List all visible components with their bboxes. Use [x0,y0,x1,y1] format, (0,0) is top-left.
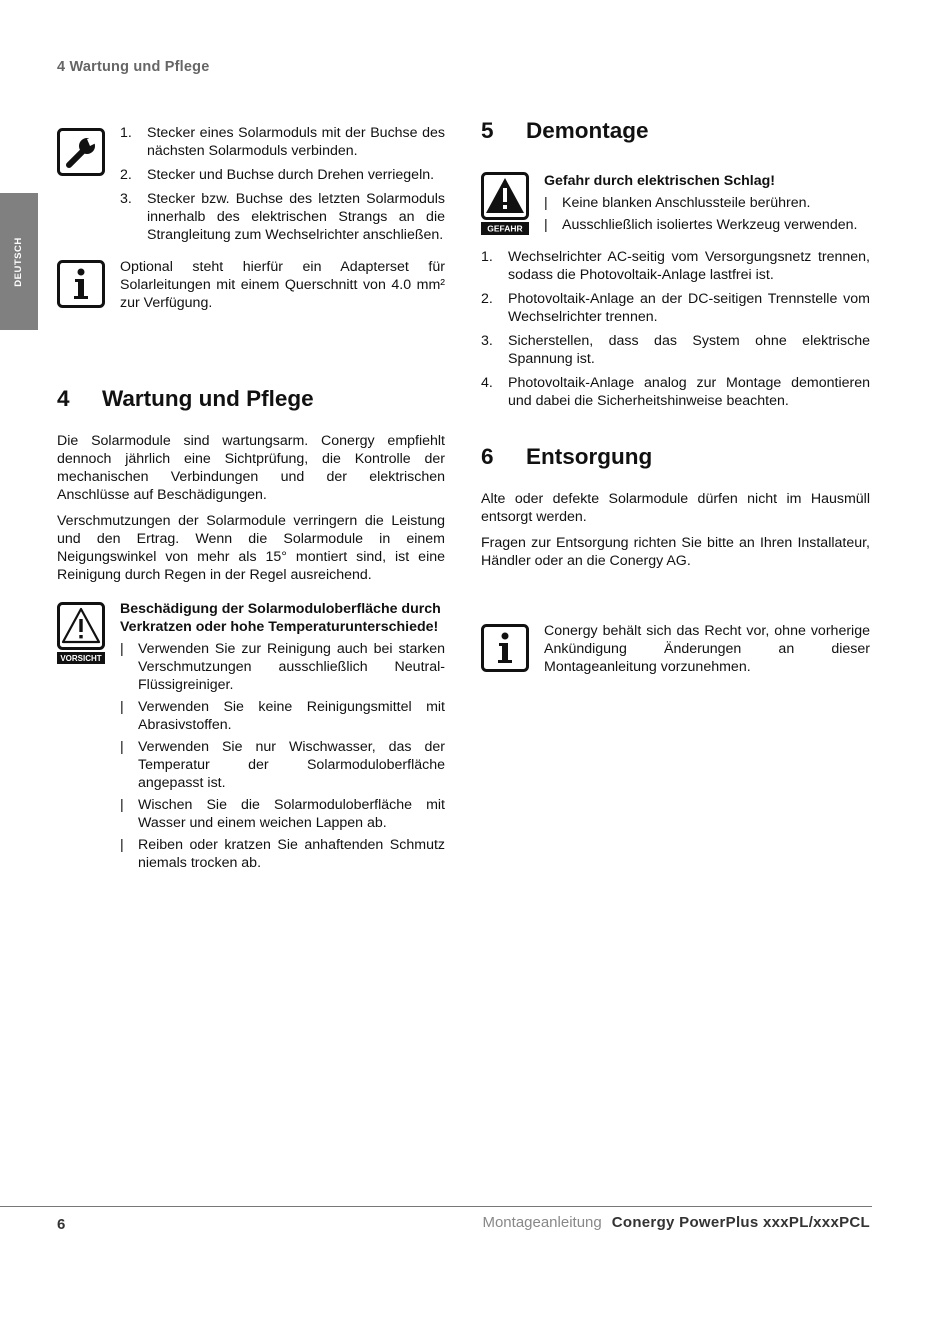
danger-title: Gefahr durch elektrischen Schlag! [544,173,776,189]
section-6-heading: 6 Entsorgung [481,444,653,469]
info-text: Optional steht hierfür ein Adapterset für Solarleitungen mit einem Querschnitt von 4.0 mm² zur Verfügung. [120,259,445,311]
language-tab-label: DEUTSCH [13,236,24,287]
list-item: | Keine blanken Anschlussteile berühren. [544,195,811,211]
language-tab [0,193,38,330]
caution-list [120,640,445,872]
paragraph: Fragen zur Entsorgung richten Sie bitte an Ihren Installateur, Händler oder an die Conergy AG. [481,535,870,569]
info-text: Conergy behält sich das Recht vor, ohne vorherige Ankündigung Änderungen an dieser Montageanleitung vorzunehmen. [544,623,870,675]
paragraph: Die Solarmodule sind wartungsarm. Conergy empfiehlt dennoch jährlich eine Sichtprüfung, die Kontrolle der mechanischen Verbindungen und der elektrischen Anschlüsse auf Beschädigungen. [57,433,445,503]
list-item: | Ausschließlich isoliertes Werkzeug verwenden. [544,217,858,233]
list-item: | Verwenden Sie zur Reinigung auch bei starken Verschmutzungen ausschließlich Neutral-Flüssigreiniger. [120,641,445,693]
danger-notice [481,172,870,234]
danger-badge: GEFAHR [487,223,523,234]
list-item: | Wischen Sie die Solarmoduloberfläche mit Wasser und einem weichen Lappen ab. [120,797,445,831]
dismantling-steps [481,248,870,410]
list-item: 3. Sicherstellen, dass das System ohne elektrische Spannung ist. [481,333,870,367]
list-item: 1. Wechselrichter AC-seitig vom Versorgungsnetz trennen, sodass die Photovoltaik-Anlage lastfrei ist. [481,249,870,283]
info-icon [57,260,105,313]
list-item: | Reiben oder kratzen Sie anhaftenden Schmutz niemals trocken ab. [120,837,445,871]
page-number: 6 [57,1216,66,1233]
info-note [481,622,870,676]
document-type: Montageanleitung [482,1214,602,1231]
section-4-heading: 4 Wartung und Pflege [57,386,314,411]
info-icon [481,624,529,677]
list-item: 1. Stecker eines Solarmoduls mit der Buchse des nächsten Solarmoduls verbinden. [120,125,445,159]
caution-icon [57,602,105,669]
section-4-body [57,432,445,584]
caution-notice [57,600,445,872]
section-6-body [481,490,870,570]
product-name: Conergy PowerPlus xxxPL/xxxPCL [611,1214,870,1231]
paragraph: Verschmutzungen der Solarmodule verringern die Leistung und den Ertrag. Wenn die Solarmodule in einem Neigungswinkel von mehr als 15° montiert sind, ist eine Reinigung durch Regen in der Regel ausreichend. [57,513,445,583]
tool-instructions [57,124,445,244]
left-column [57,124,445,876]
footer-title [482,1214,870,1232]
list-item: 3. Stecker bzw. Buchse des letzten Solarmoduls innerhalb des elektrischen Strangs an die Strangleitung zum Wechselrichter anschließen. [120,191,445,243]
footer-divider [0,1206,872,1207]
connection-steps [120,124,445,244]
list-item: | Verwenden Sie nur Wischwasser, das der Temperatur der Solarmoduloberfläche angepasst ist. [120,739,445,791]
right-column [481,118,870,684]
running-header: 4 Wartung und Pflege [57,59,210,75]
info-note [57,258,445,312]
paragraph: Alte oder defekte Solarmodule dürfen nicht im Hausmüll entsorgt werden. [481,491,870,525]
caution-badge: VORSICHT [60,654,102,663]
list-item: 2. Photovoltaik-Anlage an der DC-seitigen Trennstelle vom Wechselrichter trennen. [481,291,870,325]
danger-list [544,194,870,234]
section-5-heading: 5 Demontage [481,118,649,143]
danger-icon [481,172,529,241]
caution-title: Beschädigung der Solarmoduloberfläche durch Verkratzen oder hohe Temperaturunterschiede! [120,601,441,635]
list-item: 2. Stecker und Buchse durch Drehen verriegeln. [120,167,435,183]
list-item: | Verwenden Sie keine Reinigungsmittel mit Abrasivstoffen. [120,699,445,733]
list-item: 4. Photovoltaik-Anlage analog zur Montage demontieren und dabei die Sicherheitshinweise beachten. [481,375,870,409]
wrench-icon [57,128,105,181]
